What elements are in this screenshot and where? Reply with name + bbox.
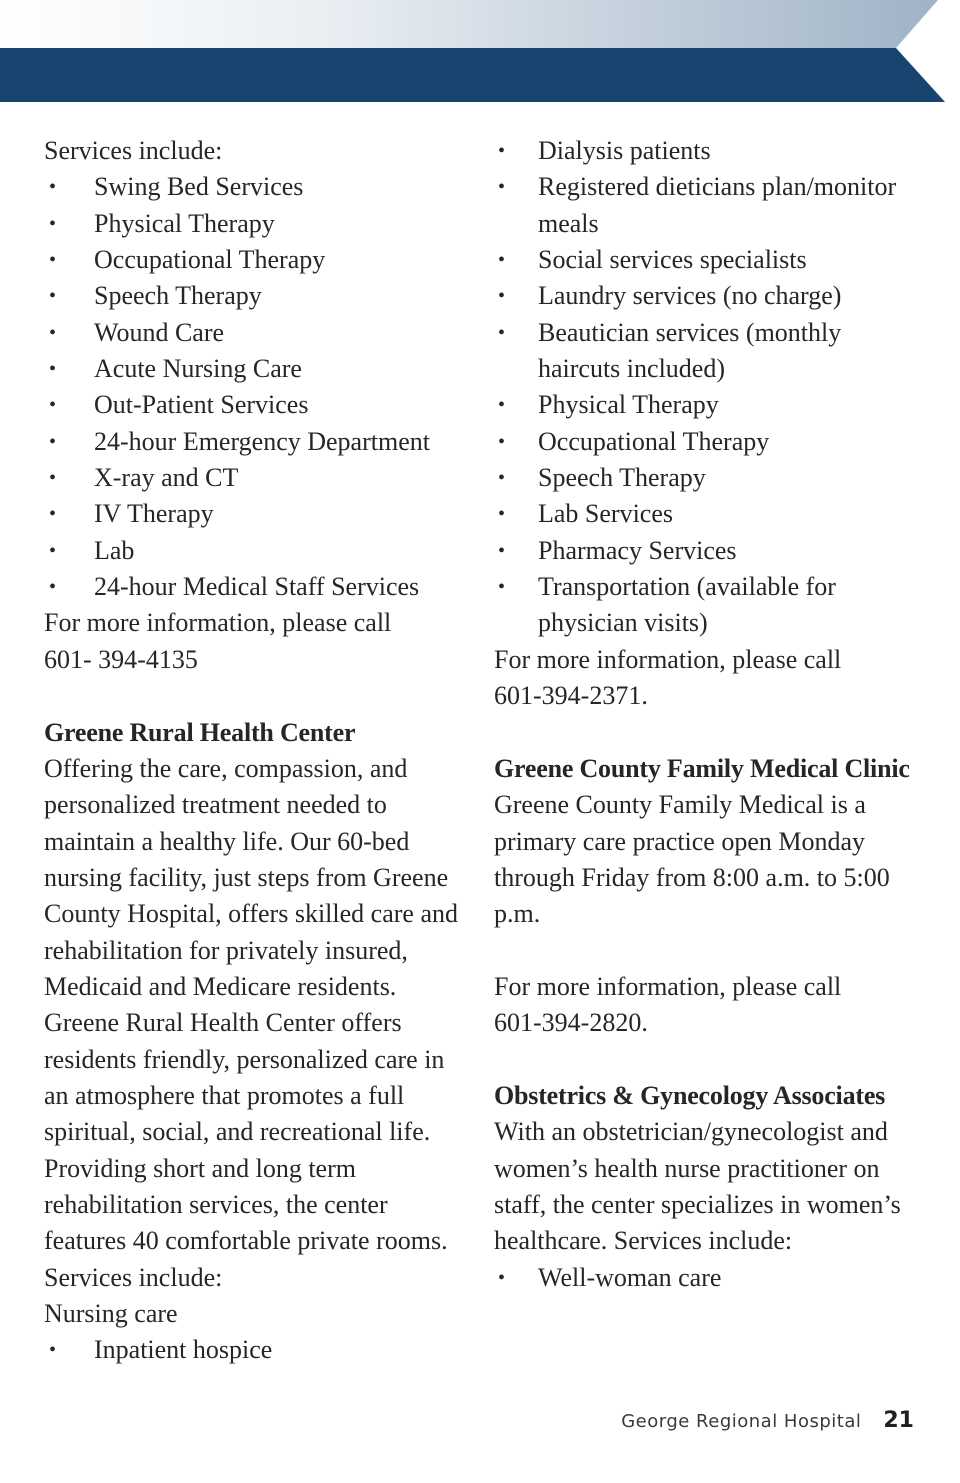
rural-services-list: [44, 1332, 464, 1368]
section-heading-obgyn: Obstetrics & Gynecology Associates: [494, 1080, 886, 1110]
list-item: • Occupational Therapy: [44, 242, 464, 278]
list-item: • Well-woman care: [494, 1260, 924, 1296]
left-column: [44, 133, 464, 1369]
list-item: • Acute Nursing Care: [44, 351, 464, 387]
services-list: [44, 169, 464, 605]
list-item: • Wound Care: [44, 315, 464, 351]
list-item: • Physical Therapy: [44, 206, 464, 242]
list-item: • Dialysis patients: [494, 133, 924, 169]
info-line: For more information, please call: [494, 644, 842, 674]
list-item: • Transportation (available for physician visits): [494, 569, 924, 642]
page-footer: [621, 1408, 914, 1438]
right-column: [494, 133, 924, 1296]
list-item: • Out-Patient Services: [44, 387, 464, 423]
obgyn-services-list: [494, 1260, 924, 1296]
phone-number: 601-394-2820.: [494, 1008, 648, 1038]
list-item: • Speech Therapy: [44, 278, 464, 314]
obgyn-description: With an obstetrician/gynecologist and women’s health nurse practitioner on staff, the center specializes in women’s healthcare. Services include:: [494, 1117, 901, 1256]
services-intro: Services include:: [44, 136, 223, 165]
banner-gradient-stripe: [0, 0, 938, 48]
info-line: For more information, please call: [494, 971, 842, 1001]
phone-number: 601-394-2371.: [494, 681, 648, 711]
rural-description: Offering the care, compassion, and personalized treatment needed to maintain a healthy life. Our 60-bed nursing facility, just steps from Greene County Hospital, offers skilled care and rehabilitation for privately insured, Medicaid and Medicare residents. Greene Rural Health Center offers residents friendly, personalized care in an atmosphere that promotes a full spiritual, social, and recreational life. Providing short and long term rehabilitation services, the center features 40 comfortable private rooms.: [44, 753, 458, 1256]
header-banner: [0, 0, 960, 104]
list-item: • Registered dieticians plan/monitor meals: [494, 169, 924, 242]
list-item: • X-ray and CT: [44, 460, 464, 496]
list-item: • Physical Therapy: [494, 387, 924, 423]
list-item: • Beautician services (monthly haircuts included): [494, 315, 924, 388]
phone-number: 601- 394-4135: [44, 644, 198, 674]
list-item: • Inpatient hospice: [44, 1332, 464, 1368]
list-item: • Laundry services (no charge): [494, 278, 924, 314]
list-item: • Social services specialists: [494, 242, 924, 278]
section-heading-family-medical: Greene County Family Medical Clinic: [494, 753, 910, 783]
list-item: • 24-hour Emergency Department: [44, 424, 464, 460]
list-item: • Lab Services: [494, 496, 924, 532]
banner-navy-bar: [0, 48, 945, 102]
footer-hospital-name: George Regional Hospital: [621, 1411, 862, 1432]
rural-services-intro: Services include:: [44, 1262, 223, 1292]
page-number: 21: [883, 1408, 914, 1433]
list-item: • Swing Bed Services: [44, 169, 464, 205]
rural-amenities-list: [494, 133, 924, 642]
list-item: • IV Therapy: [44, 496, 464, 532]
family-description: Greene County Family Medical is a primary care practice open Monday through Friday from 8:00 a.m. to 5:00 p.m.: [494, 790, 890, 929]
list-item: • Pharmacy Services: [494, 533, 924, 569]
list-item: • 24-hour Medical Staff Services: [44, 569, 464, 605]
list-item: • Occupational Therapy: [494, 424, 924, 460]
rural-nursing-care: Nursing care: [44, 1299, 178, 1328]
info-line: For more information, please call: [44, 608, 392, 638]
section-heading-rural-health: Greene Rural Health Center: [44, 717, 356, 747]
list-item: • Speech Therapy: [494, 460, 924, 496]
list-item: • Lab: [44, 533, 464, 569]
